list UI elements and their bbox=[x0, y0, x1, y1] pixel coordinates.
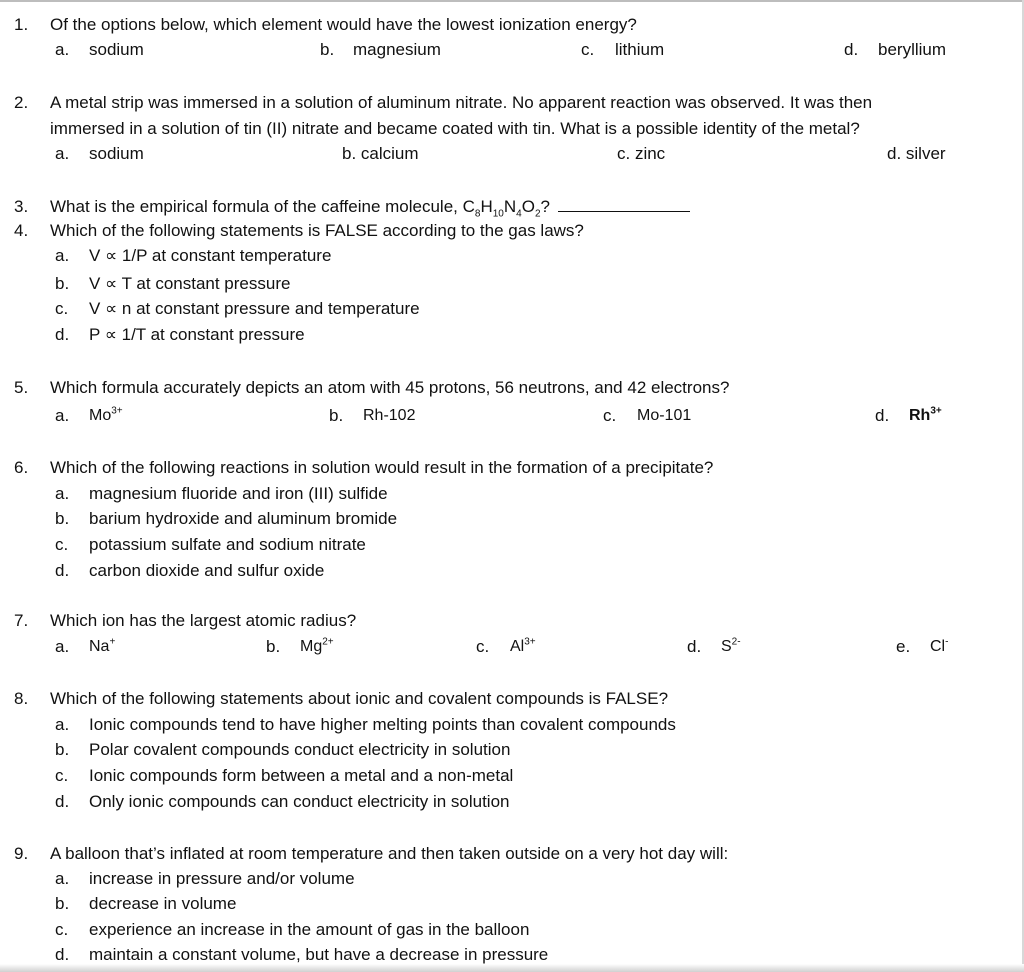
question-text: A balloon that’s inflated at room temperature and then taken outside on a very hot day will: bbox=[50, 844, 729, 863]
option-text: Rh-102 bbox=[363, 407, 416, 424]
option-text: c. zinc bbox=[617, 144, 666, 163]
option-letter: d. bbox=[55, 561, 70, 580]
symbol: S bbox=[721, 638, 732, 655]
question-number: 4. bbox=[14, 221, 29, 240]
option-text: V ∝ 1/P at constant temperature bbox=[89, 246, 332, 265]
option-letter: d. bbox=[55, 792, 70, 811]
option-text bbox=[909, 405, 942, 427]
option-text: P ∝ 1/T at constant pressure bbox=[89, 325, 305, 344]
option-text: V ∝ T at constant pressure bbox=[89, 274, 291, 293]
question-number: 2. bbox=[14, 93, 29, 112]
charge: 3+ bbox=[524, 636, 536, 648]
option-letter: b. bbox=[55, 509, 70, 528]
option-text bbox=[89, 405, 123, 427]
option-letter: c. bbox=[55, 299, 69, 318]
formula-subscript: 10 bbox=[492, 208, 504, 220]
formula-subscript: 2 bbox=[534, 208, 541, 220]
top-border bbox=[0, 0, 1024, 2]
formula-element: C bbox=[462, 197, 475, 216]
question-number: 8. bbox=[14, 689, 29, 708]
option-letter: b. bbox=[320, 40, 335, 59]
option-text: increase in pressure and/or volume bbox=[89, 869, 355, 888]
option-letter: a. bbox=[55, 406, 70, 425]
question-text: Which of the following statements is FALSE according to the gas laws? bbox=[50, 221, 584, 240]
option-letter: d. bbox=[55, 945, 70, 964]
option-letter: b. bbox=[329, 406, 344, 425]
option-text: magnesium bbox=[353, 40, 441, 59]
question-number: 9. bbox=[14, 844, 29, 863]
option-text bbox=[510, 636, 536, 658]
charge: - bbox=[945, 636, 949, 648]
option-text: beryllium bbox=[878, 40, 947, 59]
symbol: Rh bbox=[909, 407, 931, 424]
option-letter: c. bbox=[55, 920, 69, 939]
option-letter: e. bbox=[896, 637, 911, 656]
option-text: magnesium fluoride and iron (III) sulfide bbox=[89, 484, 388, 503]
option-text: Ionic compounds form between a metal and a non-metal bbox=[89, 766, 514, 785]
question-text bbox=[50, 196, 690, 218]
option-text: experience an increase in the amount of gas in the balloon bbox=[89, 920, 530, 939]
question-text-continued: immersed in a solution of tin (II) nitrate and became coated with tin. What is a possible identity of the metal? bbox=[50, 119, 860, 138]
answer-blank-line[interactable] bbox=[558, 197, 690, 212]
option-letter: a. bbox=[55, 40, 70, 59]
symbol: Na bbox=[89, 638, 110, 655]
option-letter: b. bbox=[55, 274, 70, 293]
option-text: d. silver bbox=[887, 144, 946, 163]
formula-subscript: 4 bbox=[516, 208, 522, 220]
option-letter: c. bbox=[581, 40, 595, 59]
option-text: Polar covalent compounds conduct electricity in solution bbox=[89, 740, 511, 759]
formula-element: N bbox=[503, 197, 517, 216]
option-letter: d. bbox=[55, 325, 70, 344]
question-number: 3. bbox=[14, 197, 29, 216]
question-prompt: What is the empirical formula of the caffeine molecule, bbox=[50, 197, 463, 216]
option-letter: b. bbox=[55, 894, 70, 913]
option-text: barium hydroxide and aluminum bromide bbox=[89, 509, 398, 528]
symbol: Mg bbox=[300, 638, 323, 655]
option-letter: c. bbox=[476, 637, 490, 656]
option-letter: a. bbox=[55, 484, 70, 503]
option-text: Mo-101 bbox=[637, 407, 692, 424]
symbol: Al bbox=[510, 638, 525, 655]
option-text: sodium bbox=[89, 144, 144, 163]
option-text: lithium bbox=[615, 40, 665, 59]
charge: 2- bbox=[731, 636, 741, 648]
question-suffix: ? bbox=[540, 197, 550, 216]
caffeine-formula bbox=[462, 197, 541, 220]
option-letter: b. bbox=[266, 637, 281, 656]
option-text: V ∝ n at constant pressure and temperature bbox=[89, 299, 420, 318]
question-text: Which formula accurately depicts an atom with 45 protons, 56 neutrons, and 42 electrons? bbox=[50, 378, 730, 397]
option-letter: a. bbox=[55, 246, 70, 265]
option-text bbox=[300, 636, 334, 658]
option-letter: c. bbox=[55, 766, 69, 785]
option-text: Only ionic compounds can conduct electricity in solution bbox=[89, 792, 510, 811]
option-text bbox=[721, 636, 741, 658]
question-number: 5. bbox=[14, 378, 29, 397]
option-text: decrease in volume bbox=[89, 894, 237, 913]
option-letter: c. bbox=[55, 535, 69, 554]
charge: 3+ bbox=[930, 405, 942, 417]
option-letter: a. bbox=[55, 715, 70, 734]
option-letter: d. bbox=[844, 40, 859, 59]
question-text: Which ion has the largest atomic radius? bbox=[50, 611, 357, 630]
formula-element: H bbox=[480, 197, 493, 216]
option-text bbox=[930, 636, 948, 658]
option-text: carbon dioxide and sulfur oxide bbox=[89, 561, 325, 580]
option-text bbox=[89, 636, 115, 658]
option-letter: a. bbox=[55, 637, 70, 656]
question-text: Which of the following statements about ionic and covalent compounds is FALSE? bbox=[50, 689, 669, 708]
bottom-edge-shadow bbox=[0, 964, 1024, 972]
option-text: b. calcium bbox=[342, 144, 419, 163]
question-text: Which of the following reactions in solution would result in the formation of a precipitate? bbox=[50, 458, 714, 477]
option-text: Ionic compounds tend to have higher melting points than covalent compounds bbox=[89, 715, 676, 734]
question-number: 1. bbox=[14, 15, 29, 34]
option-text: potassium sulfate and sodium nitrate bbox=[89, 535, 366, 554]
charge: + bbox=[109, 636, 116, 648]
formula-subscript: 8 bbox=[474, 208, 481, 220]
question-number: 7. bbox=[14, 611, 29, 630]
question-text: A metal strip was immersed in a solution of aluminum nitrate. No apparent reaction was observed. It was then bbox=[50, 93, 873, 112]
question-text: Of the options below, which element would have the lowest ionization energy? bbox=[50, 15, 637, 34]
option-letter: d. bbox=[875, 406, 890, 425]
charge: 2+ bbox=[322, 636, 334, 648]
charge: 3+ bbox=[111, 405, 123, 417]
option-letter: a. bbox=[55, 869, 70, 888]
option-text: maintain a constant volume, but have a decrease in pressure bbox=[89, 945, 549, 964]
symbol: Mo bbox=[89, 407, 112, 424]
symbol: Cl bbox=[930, 638, 946, 655]
option-letter: b. bbox=[55, 740, 70, 759]
option-letter: c. bbox=[603, 406, 617, 425]
formula-element: O bbox=[521, 197, 535, 216]
option-letter: d. bbox=[687, 637, 702, 656]
option-letter: a. bbox=[55, 144, 70, 163]
question-number: 6. bbox=[14, 458, 29, 477]
option-text: sodium bbox=[89, 40, 144, 59]
